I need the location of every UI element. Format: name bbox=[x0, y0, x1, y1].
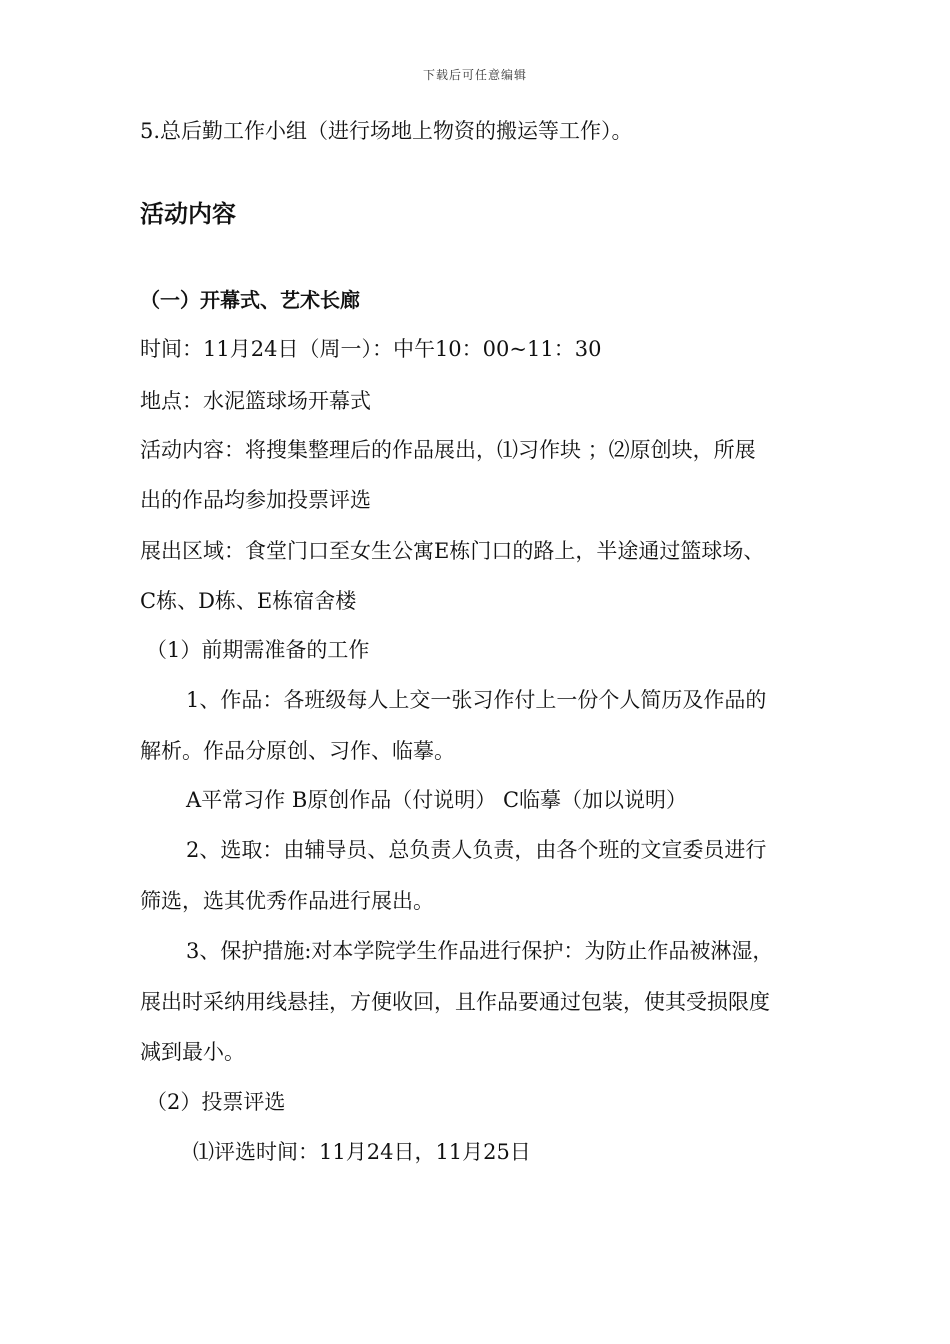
prep-item-2-line-1: 2、选取：由辅导员、总负责人负责，由各个班的文宣委员进行 bbox=[186, 838, 767, 862]
prep-item-1-line-3: A平常习作 B原创作品（付说明） C临摹（加以说明） bbox=[186, 788, 688, 812]
prep-item-1-line-2: 解析。作品分原创、习作、临摹。 bbox=[140, 739, 455, 763]
subsection-title: （一）开幕式、艺术长廊 bbox=[140, 288, 360, 312]
prep-item-3-line-1: 3、保护措施:对本学院学生作品进行保护：为防止作品被淋湿， bbox=[186, 939, 774, 963]
page-header: 下载后可任意编辑 bbox=[422, 68, 527, 82]
intro-list-item: 5.总后勤工作小组（进行场地上物资的搬运等工作）。 bbox=[140, 119, 633, 143]
prep-item-3-line-2: 展出时采纳用线悬挂，方便收回，且作品要通过包装，使其受损限度 bbox=[140, 990, 770, 1014]
vote-item-1: ⑴评选时间：11月24日，11月25日 bbox=[193, 1140, 531, 1164]
prep-item-2-line-2: 筛选，选其优秀作品进行展出。 bbox=[140, 889, 434, 913]
prep-item-3-line-3: 减到最小。 bbox=[140, 1040, 245, 1064]
event-place: 地点：水泥篮球场开幕式 bbox=[140, 389, 371, 413]
event-content-line-2: 出的作品均参加投票评选 bbox=[140, 488, 371, 512]
event-time: 时间：11月24日（周一）：中午10：00~11：30 bbox=[140, 337, 602, 361]
exhibit-area-line-2: C栋、D栋、E栋宿舍楼 bbox=[140, 589, 357, 613]
vote-title: （2）投票评选 bbox=[146, 1090, 286, 1114]
exhibit-area-line-1: 展出区域：食堂门口至女生公寓E栋门口的路上，半途通过篮球场、 bbox=[140, 539, 765, 563]
prep-work-title: （1）前期需准备的工作 bbox=[146, 638, 370, 662]
prep-item-1-line-1: 1、作品：各班级每人上交一张习作付上一份个人简历及作品的 bbox=[186, 688, 767, 712]
section-title: 活动内容 bbox=[140, 200, 236, 228]
event-content-line-1: 活动内容：将搜集整理后的作品展出，⑴习作块 ；⑵原创块，所展 bbox=[140, 438, 756, 462]
